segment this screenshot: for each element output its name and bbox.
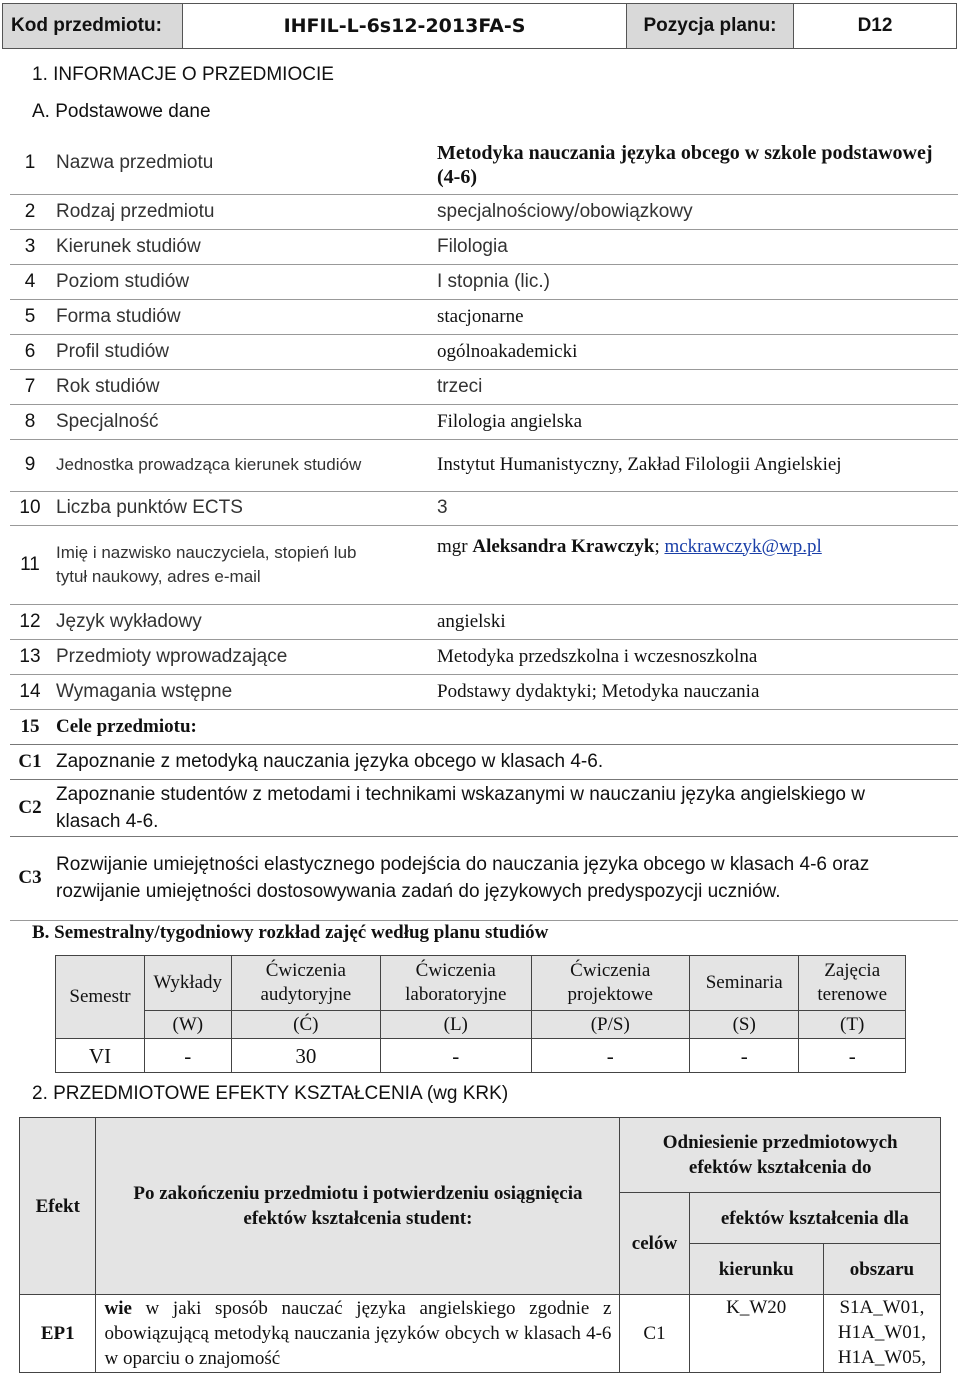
section-2-title: 2. PRZEDMIOTOWE EFEKTY KSZTAŁCENIA (wg KRK) — [32, 1083, 509, 1104]
info-row — [10, 264, 958, 299]
basic-info-table — [10, 133, 958, 921]
schedule-header: Zajęcia terenowe — [799, 956, 906, 1011]
effects-header-desc: Po zakończeniu przedmiotu i potwierdzeniu osiągnięcia efektów kształcenia student: — [96, 1118, 620, 1295]
row-number: 15 — [10, 709, 50, 744]
goal-row — [10, 836, 958, 920]
row-value: I stopnia (lic.) — [431, 264, 958, 299]
effect-desc-text: w jaki sposób nauczać języka angielskiego zgodnie z obowiązującą metodyką nauczania języków obcych w klasach 4-6 w oparciu o znajomość — [104, 1298, 612, 1369]
row-number: 3 — [10, 229, 50, 264]
effect-desc-bold: wie — [104, 1298, 132, 1319]
goal-code: C1 — [10, 744, 50, 779]
effects-header-obszaru: obszaru — [823, 1244, 940, 1295]
effects-table — [19, 1117, 941, 1373]
row-value: angielski — [431, 604, 958, 639]
goal-code: C2 — [10, 779, 50, 836]
effect-obszaru: S1A_W01, H1A_W01, H1A_W05, — [823, 1295, 940, 1373]
teacher-value — [431, 525, 958, 604]
row-number: 2 — [10, 194, 50, 229]
row-label: Poziom studiów — [50, 264, 431, 299]
goal-row — [10, 779, 958, 836]
info-row — [10, 334, 958, 369]
row-number: 13 — [10, 639, 50, 674]
info-row — [10, 229, 958, 264]
schedule-abbrev: (W) — [145, 1011, 232, 1039]
schedule-cell: - — [381, 1039, 531, 1073]
row-number: 12 — [10, 604, 50, 639]
schedule-cell: - — [799, 1039, 906, 1073]
effects-header-row — [20, 1118, 941, 1193]
info-row — [10, 369, 958, 404]
goal-code: C3 — [10, 836, 50, 920]
row-number: 11 — [10, 525, 50, 604]
schedule-header: Ćwiczenia projektowe — [531, 956, 690, 1011]
info-row — [10, 639, 958, 674]
schedule-cell: - — [531, 1039, 690, 1073]
effects-header-efekt: Efekt — [20, 1118, 96, 1295]
goals-header-row — [10, 709, 958, 744]
info-row — [10, 604, 958, 639]
row-value: Filologia — [431, 229, 958, 264]
info-row — [10, 439, 958, 491]
row-number: 7 — [10, 369, 50, 404]
schedule-cell: 30 — [231, 1039, 380, 1073]
teacher-prefix: mgr — [437, 535, 473, 557]
row-label: Liczba punktów ECTS — [50, 491, 431, 525]
row-value: Filologia angielska — [431, 404, 958, 439]
course-header — [2, 3, 957, 49]
teacher-sep: ; — [654, 535, 665, 557]
section-a-subtitle: A. Podstawowe dane — [32, 101, 211, 122]
schedule-row — [56, 1039, 906, 1073]
schedule-cell: VI — [56, 1039, 145, 1073]
row-value: ogólnoakademicki — [431, 334, 958, 369]
goal-text: Zapoznanie z metodyką nauczania języka obcego w klasach 4-6. — [50, 744, 958, 779]
goals-label: Cele przedmiotu: — [50, 709, 958, 744]
goal-row — [10, 744, 958, 779]
effect-row — [20, 1295, 941, 1373]
info-row — [10, 133, 958, 194]
row-label: Język wykładowy — [50, 604, 431, 639]
row-label: Rodzaj przedmiotu — [50, 194, 431, 229]
row-label: Wymagania wstępne — [50, 674, 431, 709]
effect-desc — [96, 1295, 620, 1373]
teacher-email-link[interactable]: mckrawczyk@wp.pl — [664, 535, 822, 557]
row-label: Nazwa przedmiotu — [50, 133, 431, 194]
teacher-name: Aleksandra Krawczyk — [472, 535, 655, 557]
section-b-title: B. Semestralny/tygodniowy rozkład zajęć według planu studiów — [32, 922, 549, 943]
schedule-abbrev-row — [56, 1011, 906, 1039]
effects-header-celow: celów — [620, 1193, 689, 1295]
effects-header-kierunku: kierunku — [689, 1244, 823, 1295]
row-label: Forma studiów — [50, 299, 431, 334]
row-number: 9 — [10, 439, 50, 491]
row-number: 10 — [10, 491, 50, 525]
row-number: 5 — [10, 299, 50, 334]
row-label: Imię i nazwisko nauczyciela, stopień lub tytuł naukowy, adres e-mail — [50, 525, 431, 604]
plan-position-value: D12 — [794, 4, 957, 49]
schedule-cell: - — [690, 1039, 799, 1073]
schedule-cell: - — [145, 1039, 232, 1073]
row-number: 6 — [10, 334, 50, 369]
row-value: Instytut Humanistyczny, Zakład Filologii Angielskiej — [431, 439, 958, 491]
row-value: 3 — [431, 491, 958, 525]
row-value: trzeci — [431, 369, 958, 404]
schedule-abbrev: (L) — [381, 1011, 531, 1039]
row-number: 14 — [10, 674, 50, 709]
effect-kierunku: K_W20 — [689, 1295, 823, 1373]
plan-position-label: Pozycja planu: — [627, 4, 794, 49]
schedule-header: Semestr — [56, 956, 145, 1039]
info-row — [10, 299, 958, 334]
info-row — [10, 194, 958, 229]
schedule-header: Seminaria — [690, 956, 799, 1011]
row-number: 8 — [10, 404, 50, 439]
row-label: Rok studiów — [50, 369, 431, 404]
row-label: Przedmioty wprowadzające — [50, 639, 431, 674]
row-number: 4 — [10, 264, 50, 299]
schedule-header: Wykłady — [145, 956, 232, 1011]
schedule-table — [55, 955, 906, 1073]
row-value: Podstawy dydaktyki; Metodyka nauczania — [431, 674, 958, 709]
info-row — [10, 404, 958, 439]
row-label: Jednostka prowadząca kierunek studiów — [50, 439, 431, 491]
goal-text: Rozwijanie umiejętności elastycznego podejścia do nauczania języka obcego w klasach 4-6 oraz rozwijanie umiejętności dostosowywania zadań do językowych predyspozycji uczniów. — [50, 836, 958, 920]
info-row — [10, 525, 958, 604]
row-label: Specjalność — [50, 404, 431, 439]
section-1-title: 1. INFORMACJE O PRZEDMIOCIE — [32, 64, 334, 85]
schedule-header: Ćwiczenia laboratoryjne — [381, 956, 531, 1011]
row-label: Profil studiów — [50, 334, 431, 369]
schedule-abbrev: (S) — [690, 1011, 799, 1039]
row-value: Metodyka przedszkolna i wczesnoszkolna — [431, 639, 958, 674]
info-row — [10, 491, 958, 525]
course-code-value: IHFIL-L-6s12-2013FA-S — [183, 4, 627, 49]
info-row — [10, 674, 958, 709]
effect-celow: C1 — [620, 1295, 689, 1373]
schedule-abbrev: (P/S) — [531, 1011, 690, 1039]
schedule-abbrev: (Ć) — [231, 1011, 380, 1039]
schedule-header: Ćwiczenia audytoryjne — [231, 956, 380, 1011]
schedule-abbrev: (T) — [799, 1011, 906, 1039]
course-code-label: Kod przedmiotu: — [3, 4, 183, 49]
effect-code: EP1 — [20, 1295, 96, 1373]
goal-text: Zapoznanie studentów z metodami i technikami wskazanymi w nauczaniu języka angielskiego w klasach 4-6. — [50, 779, 958, 836]
row-number: 1 — [10, 133, 50, 194]
row-label: Kierunek studiów — [50, 229, 431, 264]
row-value: stacjonarne — [431, 299, 958, 334]
schedule-header-row — [56, 956, 906, 1011]
row-value: specjalnościowy/obowiązkowy — [431, 194, 958, 229]
course-name-value: Metodyka nauczania języka obcego w szkole podstawowej (4-6) — [431, 133, 958, 194]
effects-header-ref: Odniesienie przedmiotowych efektów kształcenia do — [620, 1118, 941, 1193]
effects-header-dla: efektów kształcenia dla — [689, 1193, 940, 1244]
